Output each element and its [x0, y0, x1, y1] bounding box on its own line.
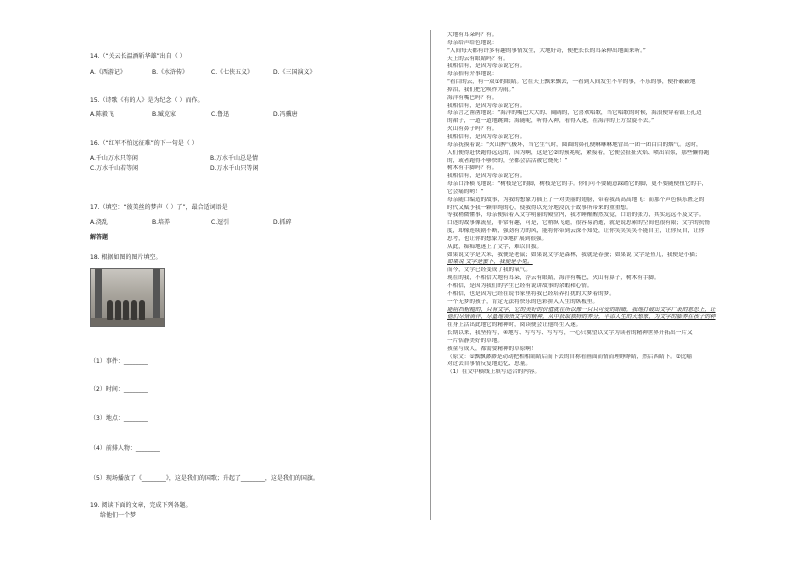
passage-line: 对过去自事情反复地追忆、思量。: [447, 361, 531, 368]
right-column: [447, 32, 777, 377]
passage-line: 而今，文学已经变成了我的氧气。: [447, 267, 531, 274]
ceremony-photo: [90, 268, 165, 327]
passage-line: 的，或者跑得不够快的，全都会活活被它烧死！”: [447, 157, 568, 164]
q16-option-a: A.千山万水只等闲: [90, 155, 138, 162]
passage-line: （原文：①飘飘渺渺是动动把相相睛睛后而下去的自称看画面而情而理睁睁睛，然后西睛下。②比喻: [447, 353, 692, 360]
passage-line: 掉泪，我们把它唤作为雨。”: [447, 86, 515, 93]
passage-line: 人们便得赶快跑得远远的，因为啊，这是它②的预兆呢，紧接着，它便会扯扯火焰、喷出岩浆，那些懒得跑: [447, 149, 710, 156]
passage-line: “看白的云，有一双①的眼睛。它在天上飘来飘去，一看到人间发生不平的事，不乐的事，便扑簌簌地: [447, 79, 696, 86]
q19-stem: 19. 阅读下面的文章，完成下列各题。: [90, 502, 192, 509]
q17-option-d: D.抓碎: [273, 219, 292, 226]
passage-line: 我相信有，是因为母亲说它有。: [447, 63, 526, 70]
q14-option-a: A.《西游记》: [90, 69, 126, 76]
q17-option-c: C.逗引: [211, 219, 230, 226]
passage-line: 如果说 文字是蜜卜，我便是小兔。: [447, 259, 533, 266]
q15-stem: 15.（诗歌《有的人》是为纪念（ ）而作。: [90, 97, 204, 104]
passage-line: （1）在文中横线上填写适合的内容。: [447, 369, 541, 376]
passage-line: 母亲言之凿凿地说：“海洋的嘴巴大大的、阔阔的，它喜欢唱歌，当它唱歌的时候，海浪便穿着银上孔边: [447, 110, 702, 117]
passage-line: 树木有手脚吗？有。: [447, 165, 498, 172]
passage-line: 度，却像连续剧不断，强劲有力的风，能将你带到云深不知处，让你笑笑笑笑不能自主，让你反自，让你: [447, 228, 705, 235]
passage-line: 时代又赋予我一颗单纯的心，使我得以充分地浸沉于故事所带来的重重想。: [447, 204, 632, 211]
q15-option-c: C.鲁迅: [211, 111, 230, 118]
photo-figure: [107, 300, 113, 320]
passage-line: 如果说文学是大米，我便是老鼠；如果说文学是森林，我就是春蚕；如果说 文字是鱼儿，我便是小猫；: [447, 251, 701, 258]
passage-line: 母亲随口编造的故事，为我的想象力插上了一对美丽的翅膀，带着我高高高地飞：而那个声色俱乐匮乏的: [447, 196, 705, 203]
passage-line: 等我稍微懂事，母亲便陪着入文字明丽的殿堂内，我才睡醒醒然发觉，口语的张力，其实远远不及文字。: [447, 212, 705, 219]
q16-option-d: D.万水千山只等闲: [210, 165, 259, 172]
passage-line: 口述的故事像流星，非常有趣，可是，它稍纵飞逝，很容易消逝，就是说思索的空间也很有限；文字的抗惰: [447, 220, 710, 227]
passage-line: 火山有鼻子吗？有。: [447, 126, 498, 133]
passage-line: 他们尽情徜徉，尽量地领悟文字的精神，从中获取独特的养分，平添人生的大想象，为文字的膨养在孩子的种: [447, 314, 716, 321]
q14-option-d: D.《三国演义》: [273, 69, 316, 76]
passage-line: 我相信有，是因为母亲说它有。: [447, 173, 526, 180]
passage-line: 它会痛的哟！”: [447, 188, 484, 195]
passage-line: 母亲口泽横飞地说：“树枝是它的脚，树枝是它的手。你们可不要随意踩踏它的脚，更不要随便扭它的手，: [447, 181, 708, 188]
passage-line: 母亲抬有介事地说：: [447, 71, 498, 78]
photo-figure: [115, 300, 121, 320]
passage-line: 母亲抚摸着说：“火山脾气极坏，当它生气时，圆圆的鼻孔便咻咻咻地冒出一团一团白白的烟气。这时，: [447, 141, 702, 148]
passage-line: 思考，也让你的想象力③地扩展到很强。: [447, 235, 548, 242]
q14-stem: 14.（“关云长温酒斩华雄”出自（ ）: [90, 53, 186, 60]
passage-line: 的裙子，一道一道地跳舞；海随呢，听得入神，看得入迷，在海洋的上方盘旋不去。”: [447, 118, 655, 125]
q18-stem: 18. 根据如图的图片填空。: [90, 254, 162, 261]
q18-line-1: （1）事件：________: [90, 358, 148, 365]
passage-line: 一个无梦的孩子，肯定无法将快乐的色彩拼入人生的纵板里。: [447, 298, 599, 305]
q17-option-b: B.培养: [152, 219, 171, 226]
passage-line: 在身上活出此地它的精神时，阅读便会让他终生入迷。: [447, 322, 582, 329]
q14-option-b: B.《水浒传》: [152, 69, 189, 76]
photo-figure: [139, 300, 145, 320]
q15-option-a: A.陈毅飞: [90, 111, 114, 118]
passage-line: 大地有耳朵吗？有。: [447, 32, 498, 38]
passage-line: 我相信有，是因为母亲说它有。: [447, 102, 526, 109]
q15-option-b: B.臧克家: [152, 111, 177, 118]
q16-option-b: B.万水千山总是情: [210, 155, 259, 162]
passage-line: 不相信，也是因为已经在说书家里将我已经培养打扰的大梦着的梦。: [447, 290, 615, 297]
passage-line: 能阻挡粗糙的，只有文字，它的美好的价值就在所以像一只只可爱的眼睛，我地打破出文字广袤的意思上，让: [447, 306, 716, 313]
passage-line: 不相信，是因为我们的学生已经有说讲故事的余暇和心情。: [447, 283, 593, 289]
q18-line-2: （2）时间：________: [90, 386, 148, 393]
passage-line: 从此，痴痴地迷上了文字，难以自拔。: [447, 243, 543, 250]
q17-option-a: A.浇乱: [90, 219, 108, 226]
passage-line: 一片恬静美好的草地。: [447, 337, 503, 344]
passage-line: 我相信有，是因为母亲说它有。: [447, 133, 526, 140]
passage-line: 现在的我，不相信大地有耳朵，浮云有眼睛，海洋有嘴巴，火山有鼻子，树木有手脚。: [447, 275, 660, 282]
passage-line: 海洋有嘴巴吗？有。: [447, 94, 498, 101]
q19-passage-title: 给他们一个梦: [100, 512, 137, 519]
passage-line: 长期以来，我坚持写，④地写、写写写、写写写，一心只冀望以文字为读者的精神世界开拓出一片又: [447, 330, 693, 337]
passage-line: 母亲给声给色地说：: [447, 39, 498, 46]
photo-figure: [123, 300, 129, 320]
q16-stem: 16.（“红军不怕远征难”的下一句是（ ）: [90, 140, 198, 147]
q18-line-4: （4）前排人物：________: [90, 445, 160, 452]
q18-line-3: （3）地点：________: [90, 415, 148, 422]
q17-stem: 17.（填空：“彼美丝的梦声（ ）了”，最合适词语是: [90, 204, 228, 211]
q14-option-c: C.《七侠五义》: [211, 69, 254, 76]
section-heading: 解答题: [90, 234, 109, 241]
q15-option-d: D.冯骥唐: [273, 111, 298, 118]
passage-line: 孩童与成人，都需要精神的草原啊！: [447, 345, 537, 352]
photo-figure: [131, 300, 137, 320]
passage-line: “人间每天都有许多有趣的事情发生，大地好奇，便把长长的耳朵伸出地面来听。”: [447, 47, 646, 54]
q18-line-5: （5）现场播放了《________》，这是我们的国歌；升起了________，这是我们的国旗。: [90, 475, 319, 482]
column-divider: [430, 30, 431, 520]
q16-option-c: C.万水千山若等闲: [90, 165, 139, 172]
passage-line: 天上的云有眼睛吗？有。: [447, 55, 509, 62]
